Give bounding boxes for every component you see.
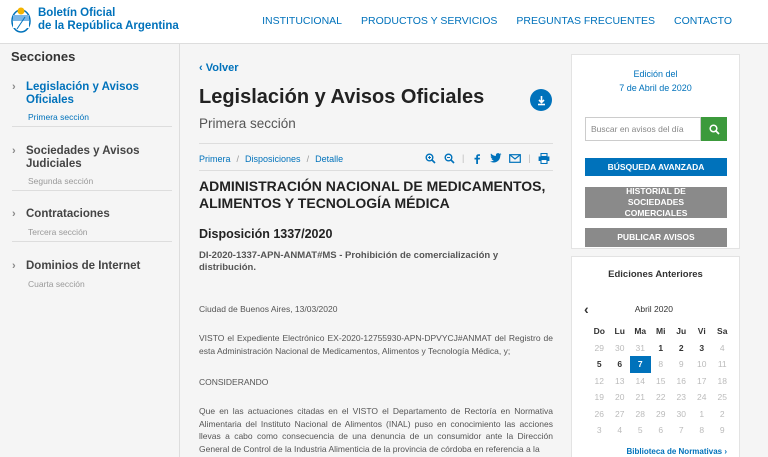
- calendar-day: 30: [676, 408, 686, 419]
- disposicion-title: Disposición 1337/2020: [199, 227, 333, 241]
- chevron-right-icon: ›: [722, 447, 727, 456]
- calendar-day: 4: [719, 342, 725, 353]
- calendar-day: 9: [678, 359, 684, 369]
- right-sidebar: [571, 44, 768, 457]
- calendar-panel: [571, 256, 740, 457]
- breadcrumb-separator: /: [306, 154, 310, 164]
- toolbar-separator: |: [528, 153, 531, 163]
- calendar-day: 20: [615, 392, 625, 402]
- historial-sociedades-button[interactable]: HISTORIAL DE SOCIEDADES COMERCIALES: [585, 187, 727, 218]
- page-title: Legislación y Avisos Oficiales: [199, 86, 485, 108]
- site-logo[interactable]: [10, 5, 179, 35]
- body-paragraph: CONSIDERANDO: [199, 377, 269, 387]
- calendar-day: 1: [699, 408, 705, 419]
- calendar-day: 14: [635, 375, 645, 386]
- facebook-icon[interactable]: [471, 152, 483, 164]
- calendar-day-header: Vi: [697, 326, 706, 336]
- toolbar-separator: |: [462, 153, 465, 163]
- sidebar-item-sublabel: Tercera sección: [28, 226, 88, 237]
- calendar-day: 10: [697, 359, 707, 369]
- back-label: Volver: [205, 62, 239, 74]
- calendar-day-header: Mi: [656, 326, 666, 336]
- edicion-label: Edición del: [633, 69, 678, 79]
- biblioteca-link[interactable]: [627, 447, 727, 456]
- calendar-day[interactable]: 6: [617, 359, 623, 369]
- edition-panel: [571, 54, 740, 249]
- breadcrumb-disposiciones[interactable]: Disposiciones: [245, 154, 301, 164]
- organism-title: ADMINISTRACIÓN NACIONAL DE MEDICAMENTOS, ALIMENTOS Y TECNOLOGÍA MÉDICA: [199, 178, 546, 211]
- calendar-day: 29: [594, 342, 604, 353]
- sidebar-item-segunda-seccion[interactable]: [12, 145, 172, 191]
- calendar-day: 3: [596, 425, 602, 435]
- breadcrumb-detalle[interactable]: Detalle: [315, 154, 344, 164]
- search-icon: [709, 124, 720, 135]
- edicion-date: 7 de Abril de 2020: [619, 83, 692, 93]
- calendar-day-header: Ju: [676, 326, 687, 336]
- calendar-day[interactable]: 5: [596, 359, 602, 369]
- calendar-day: 12: [594, 375, 604, 386]
- calendar-day[interactable]: 3: [699, 342, 705, 353]
- calendar-day: 15: [656, 375, 666, 386]
- calendar-day: 7: [678, 425, 684, 435]
- twitter-icon[interactable]: [490, 152, 502, 164]
- calendar-day: 22: [656, 392, 666, 402]
- calendar-prev-icon[interactable]: ‹: [584, 301, 589, 317]
- calendar-day: 28: [635, 408, 645, 419]
- search-button[interactable]: [701, 117, 727, 141]
- calendar-day: 13: [615, 375, 625, 386]
- calendar-day: 6: [658, 425, 664, 435]
- biblioteca-label: Biblioteca de Normativas: [626, 447, 723, 456]
- nav-preguntas-frecuentes[interactable]: PREGUNTAS FRECUENTES: [516, 15, 656, 27]
- search-bar: [585, 117, 727, 141]
- sidebar-item-sublabel: Segunda sección: [28, 176, 94, 186]
- calendar-day: 2: [719, 408, 725, 419]
- calendar-day: 19: [594, 392, 604, 402]
- sidebar-item-label: Dominios de Internet: [26, 260, 141, 272]
- nav-contacto[interactable]: CONTACTO: [674, 15, 732, 27]
- calendar-day: 16: [676, 375, 686, 386]
- body-paragraph: VISTO el Expediente Electrónico EX-2020-12755930-APN-DPVYCJ#ANMAT del Registro de esta Administración Nacional de Medicamentos, Alimentos y Tecnología Médica, y;: [199, 333, 553, 356]
- main-nav: [243, 15, 732, 27]
- publicar-avisos-button[interactable]: PUBLICAR AVISOS: [585, 228, 727, 247]
- calendar-day: 26: [594, 408, 604, 419]
- argentina-seal-icon: [10, 5, 32, 35]
- calendar-day: 9: [719, 425, 725, 435]
- calendar-day-header: Lu: [614, 326, 625, 336]
- calendar-day: 8: [699, 425, 705, 435]
- download-icon: [536, 95, 547, 106]
- calendar-day: 29: [656, 408, 666, 419]
- search-input[interactable]: [585, 117, 701, 141]
- calendar-grid: [589, 323, 733, 439]
- calendar-day: 5: [637, 425, 643, 435]
- calendar-day: 25: [717, 392, 727, 402]
- calendar-day-header: Sa: [717, 326, 728, 336]
- sidebar-item-label: Legislación y Avisos Oficiales: [26, 81, 139, 106]
- calendar-day: 8: [658, 359, 664, 369]
- body-paragraph: Ciudad de Buenos Aires, 13/03/2020: [199, 304, 338, 314]
- calendar-day[interactable]: 2: [678, 342, 684, 353]
- sidebar-item-cuarta-seccion[interactable]: [12, 260, 172, 294]
- chevron-right-icon: ›: [12, 81, 16, 93]
- divider: [199, 143, 553, 144]
- sidebar-item-label: Sociedades y Avisos Judiciales: [26, 145, 140, 170]
- main-content: [181, 44, 570, 457]
- sidebar-item-tercera-seccion[interactable]: [12, 208, 172, 242]
- calendar-day: 17: [697, 375, 707, 386]
- calendar-day: 4: [617, 425, 623, 435]
- calendar-day-header: Ma: [634, 326, 647, 336]
- logo-line-2: de la República Argentina: [38, 20, 179, 32]
- calendar-day-header: Do: [593, 326, 605, 336]
- calendar-day: 31: [635, 342, 645, 353]
- calendar-day[interactable]: 1: [658, 342, 664, 353]
- zoom-out-icon[interactable]: [443, 152, 455, 164]
- page-subtitle: Primera sección: [199, 116, 296, 131]
- sidebar-item-primera-seccion[interactable]: [12, 81, 172, 127]
- print-icon[interactable]: [538, 152, 550, 164]
- calendar-day: 21: [635, 392, 645, 402]
- sidebar-item-sublabel: Primera sección: [28, 112, 89, 122]
- calendar-day: 27: [615, 408, 625, 419]
- sections-sidebar: [0, 44, 180, 457]
- toolbar: [424, 152, 557, 164]
- calendar-day: 23: [676, 392, 686, 402]
- nav-institucional[interactable]: INSTITUCIONAL: [262, 15, 343, 27]
- divider: [199, 170, 553, 171]
- breadcrumb: [199, 154, 343, 164]
- calendar-day-selected[interactable]: 7: [630, 356, 651, 373]
- header: [0, 0, 768, 44]
- logo-line-1: Boletín Oficial: [38, 7, 116, 19]
- sidebar-item-sublabel: Cuarta sección: [28, 278, 85, 289]
- calendar-day: 18: [717, 375, 727, 386]
- chevron-right-icon: ›: [12, 208, 16, 220]
- sidebar-title: Secciones: [11, 49, 76, 64]
- calendar-day: 24: [697, 392, 707, 402]
- chevron-left-icon: ‹: [199, 62, 206, 74]
- zoom-in-icon[interactable]: [424, 152, 436, 164]
- breadcrumb-separator: /: [236, 154, 240, 164]
- chevron-right-icon: ›: [12, 260, 16, 272]
- calendar-day: 30: [615, 342, 625, 353]
- body-paragraph: Que en las actuaciones citadas en el VISTO el Departamento de Rectoría en Normativa Alimentaria del Instituto Nacional de Alimentos (INAL) puso en conocimiento las acciones llevas a cabo como consecuencia de una denuncia de un consumidor ante la Dirección General de Control de la Industria Alimenticia de la provincia de córdoba en referencia a la: [199, 406, 553, 454]
- calendar-month: Abril 2020: [634, 304, 673, 314]
- nav-productos-servicios[interactable]: PRODUCTOS Y SERVICIOS: [361, 15, 498, 27]
- calendar-title: Ediciones Anteriores: [608, 269, 703, 280]
- busqueda-avanzada-button[interactable]: BÚSQUEDA AVANZADA: [585, 158, 727, 176]
- breadcrumb-primera[interactable]: Primera: [199, 154, 231, 164]
- calendar-day: 11: [717, 359, 727, 369]
- download-button[interactable]: [530, 89, 552, 111]
- calendar-header: [584, 301, 729, 317]
- back-link[interactable]: [199, 62, 239, 74]
- chevron-right-icon: ›: [12, 145, 16, 157]
- disposicion-subtitle: DI-2020-1337-APN-ANMAT#MS - Prohibición de comercialización y distribución.: [199, 250, 499, 273]
- email-icon[interactable]: [509, 152, 521, 164]
- sidebar-item-label: Contrataciones: [26, 208, 110, 220]
